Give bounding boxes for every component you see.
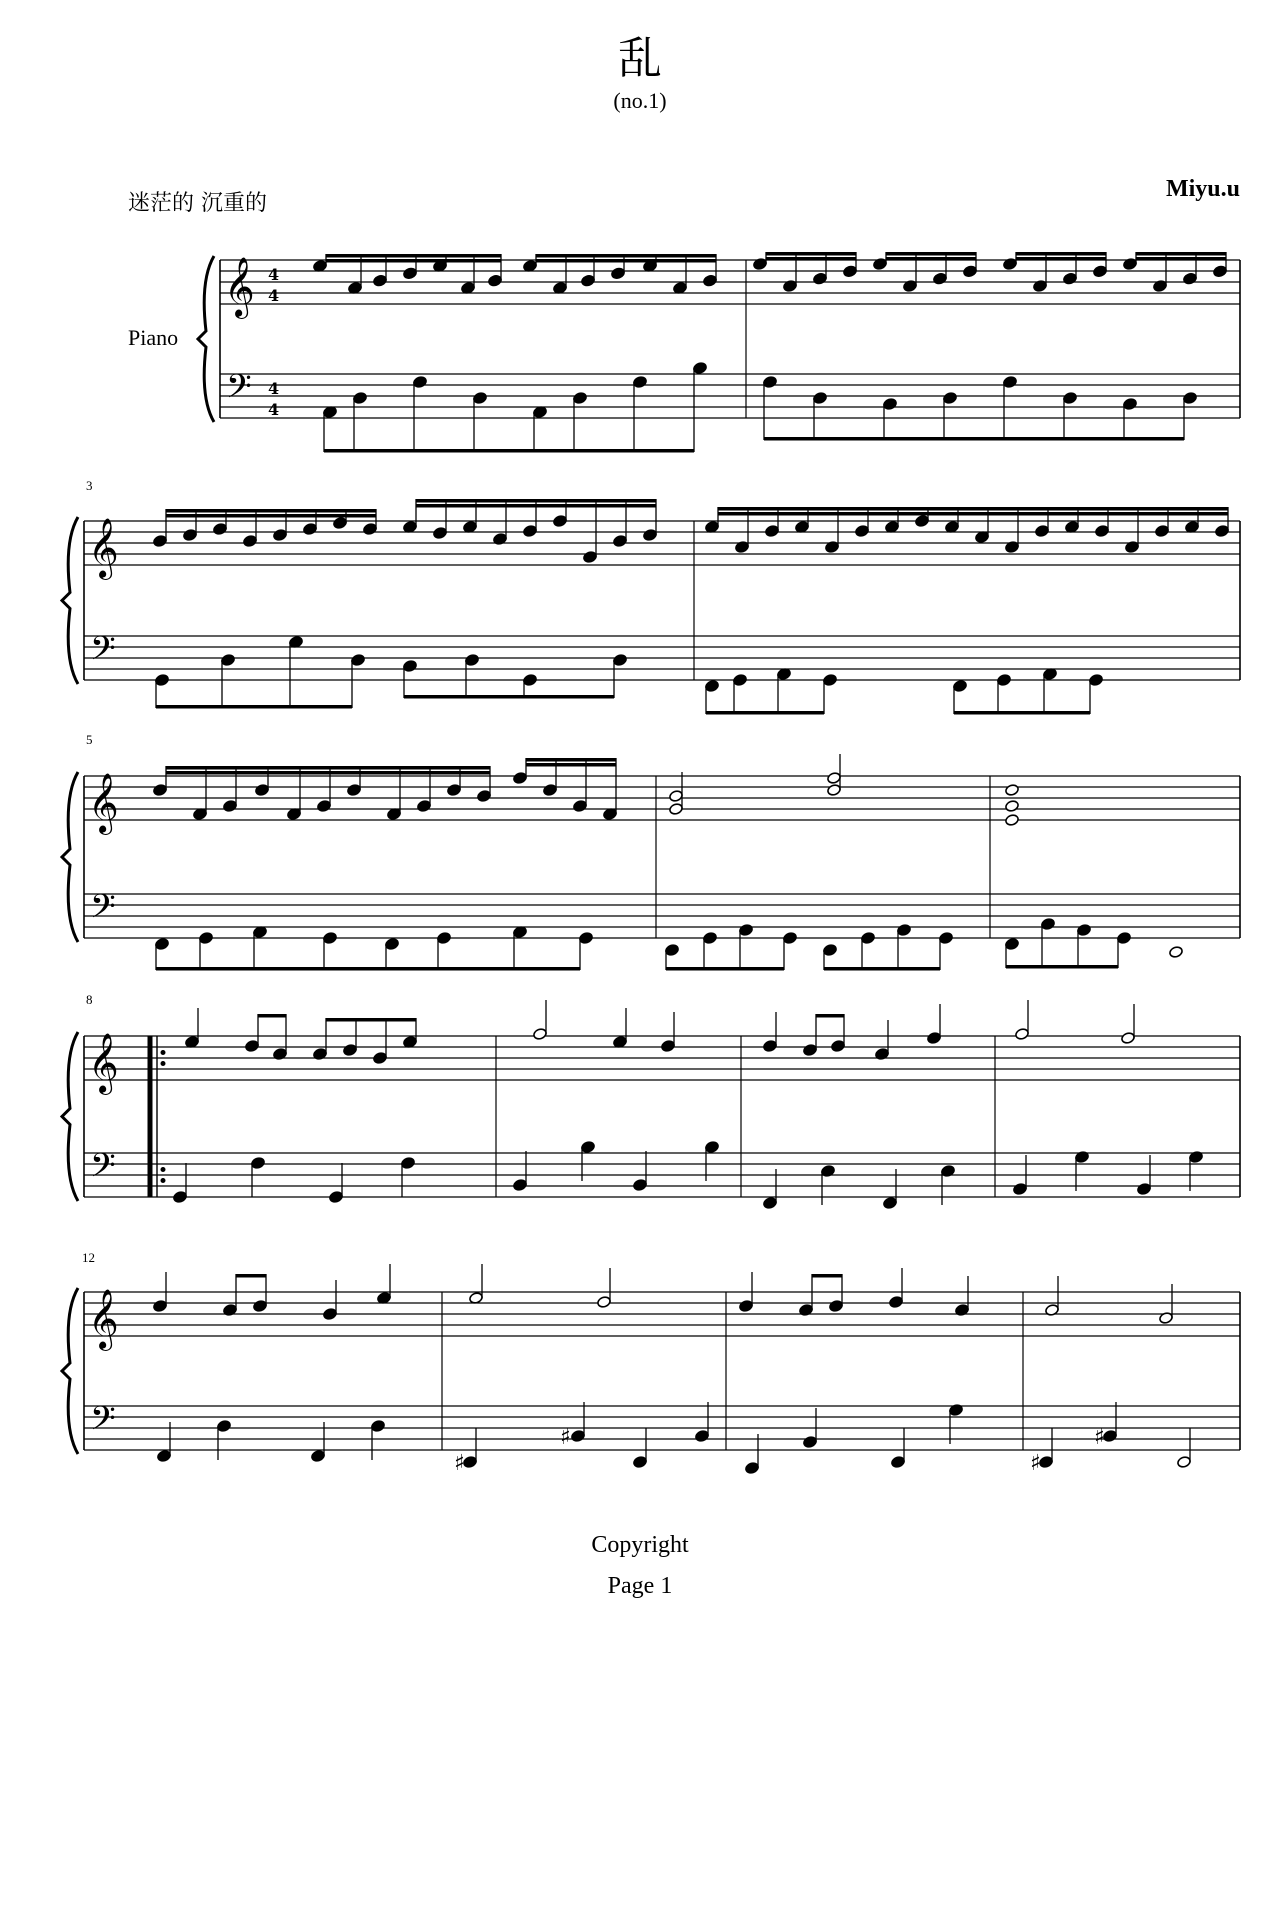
bass-run-notehead [403,660,418,673]
bass-quarter-notehead [883,1197,898,1210]
bass-quarter-notehead [157,1450,172,1463]
treble-run-notehead [553,515,568,528]
half-notehead [533,1028,548,1041]
eighth-group-notehead [373,1052,388,1065]
treble-run-notehead [333,517,348,530]
half-notehead [1015,1028,1030,1041]
bass-run-notehead [437,932,452,945]
half-notehead [669,803,684,816]
bass-run-notehead [1077,924,1092,937]
bass-run-notehead [1117,932,1132,945]
measure-number-12: 12 [82,1250,95,1265]
score-subtitle: (no.1) [613,88,667,113]
treble-run-beam [326,259,501,263]
treble-run-notehead [703,274,718,287]
quarter-notehead [323,1308,338,1321]
eighth-group-beam [326,1018,416,1022]
treble-run-notehead [581,274,596,287]
treble-run-beam [166,766,490,770]
whole-notehead [1005,784,1020,797]
bass-run-beam [706,711,824,715]
treble-clef-icon: 𝄞 [88,518,119,578]
bass-run-notehead [939,932,954,945]
treble-run-notehead [915,515,930,528]
bass-run-notehead [1089,674,1104,687]
bass-run-notehead [1003,376,1018,389]
bass-run-notehead [953,680,968,693]
treble-run-notehead [523,525,538,538]
treble-run-notehead [153,535,168,548]
bass-run-notehead [739,924,754,937]
page-number: Page 1 [607,1573,673,1599]
treble-run-notehead [273,529,288,542]
treble-run-notehead [373,274,388,287]
bass-run-notehead [693,362,708,375]
treble-run-notehead [843,265,858,278]
bass-quarter-notehead [633,1456,648,1469]
bass-run-notehead [943,392,958,405]
treble-run-notehead [255,784,270,797]
bass-run-notehead [1123,398,1138,411]
bass-run-notehead [155,674,170,687]
bass-run-beam [764,437,1184,441]
treble-run-beam [536,254,716,258]
brace [198,256,214,422]
time-signature-bottom: 4 [268,286,280,305]
eighth-pair-notehead [245,1040,260,1053]
treble-run-notehead [417,800,432,813]
bass-quarter-notehead [633,1179,648,1192]
treble-run-beam [326,254,501,258]
bass-run-beam [156,705,352,709]
bass-quarter-notehead [311,1450,326,1463]
bass-clef-icon: 𝄢 [226,368,252,414]
repeat-dot [161,1178,166,1183]
treble-run-beam [416,499,656,503]
bass-quarter-notehead [1039,1456,1054,1469]
sharp-accidental: ♯ [1094,1425,1105,1450]
bass-run-beam [324,449,694,453]
treble-run-notehead [1155,525,1170,538]
treble-run-notehead [1095,525,1110,538]
bass-clef-icon: 𝄢 [90,630,116,676]
eighth-pair-notehead [831,1040,846,1053]
treble-run-notehead [583,551,598,564]
bass-run-notehead [155,938,170,951]
treble-run-notehead [403,267,418,280]
bass-quarter-notehead [217,1420,232,1433]
time-signature-bottom: 4 [268,400,280,419]
treble-run-notehead [213,523,228,536]
treble-run-notehead [933,272,948,285]
bass-run-beam [404,695,614,699]
repeat-dot [161,1050,166,1055]
treble-run-notehead [183,529,198,542]
repeat-dot [161,1167,166,1172]
treble-run-notehead [543,784,558,797]
treble-run-notehead [243,535,258,548]
treble-run-notehead [1183,272,1198,285]
treble-run-notehead [513,772,528,785]
treble-run-beam [886,257,976,261]
treble-run-beam [718,507,1228,511]
treble-run-notehead [613,535,628,548]
bass-run-notehead [861,932,876,945]
treble-run-notehead [303,523,318,536]
bass-quarter-notehead [1013,1183,1028,1196]
brace [62,1288,78,1454]
bass-run-notehead [465,654,480,667]
quarter-notehead [153,1300,168,1313]
treble-clef-icon: 𝄞 [88,1289,119,1349]
bass-run-notehead [897,924,912,937]
bass-quarter-notehead [173,1191,188,1204]
sharp-accidental: ♯ [454,1451,465,1476]
treble-run-beam [1016,257,1106,261]
treble-run-notehead [317,800,332,813]
treble-run-beam [416,504,656,508]
bass-run-beam [1006,965,1118,969]
bass-clef-icon: 𝄢 [90,888,116,934]
bass-run-beam [666,967,784,971]
treble-run-beam [166,514,376,518]
treble-run-notehead [643,529,658,542]
quarter-notehead [927,1032,942,1045]
brace [62,1032,78,1201]
bass-run-notehead [351,654,366,667]
treble-run-beam [1016,252,1106,256]
bass-run-beam [156,967,580,971]
bass-quarter-notehead [891,1456,906,1469]
bass-run-notehead [1041,918,1056,931]
bass-quarter-notehead [763,1197,778,1210]
bass-quarter-notehead [803,1436,818,1449]
bass-run-notehead [997,674,1012,687]
bass-run-notehead [385,938,400,951]
sharp-accidental: ♯ [1030,1451,1041,1476]
bass-quarter-notehead [695,1430,710,1443]
brace [62,517,78,684]
bass-run-notehead [783,932,798,945]
sharp-accidental: ♯ [560,1425,571,1450]
eighth-pair-beam [258,1014,286,1018]
treble-run-notehead [477,790,492,803]
bass-run-notehead [353,392,368,405]
treble-run-notehead [1035,525,1050,538]
treble-run-notehead [488,274,503,287]
bass-run-notehead [221,654,236,667]
treble-run-beam [766,252,856,256]
eighth-group-notehead [343,1044,358,1057]
eighth-pair-notehead [803,1044,818,1057]
bass-run-notehead [579,932,594,945]
half-notehead [827,772,842,785]
tempo-marking: 迷茫的 沉重的 [128,191,267,216]
treble-run-notehead [153,784,168,797]
treble-run-notehead [855,525,870,538]
bass-quarter-notehead [571,1430,586,1443]
instrument-label: Piano [128,325,179,350]
treble-run-beam [766,257,856,261]
bass-run-beam [824,967,940,971]
bass-run-notehead [633,376,648,389]
quarter-notehead [763,1040,778,1053]
eighth-pair-beam [816,1014,844,1018]
treble-run-notehead [223,800,238,813]
bass-run-notehead [823,944,838,957]
time-signature-top: 4 [268,379,280,398]
bass-run-notehead [665,944,680,957]
treble-run-beam [166,771,490,775]
bass-clef-icon: 𝄢 [90,1400,116,1446]
treble-run-beam [886,252,976,256]
bass-run-notehead [1005,938,1020,951]
treble-run-notehead [1063,272,1078,285]
treble-run-beam [526,763,616,767]
half-notehead [827,784,842,797]
bass-run-notehead [733,674,748,687]
treble-run-notehead [1215,525,1230,538]
brace [62,772,78,942]
treble-run-beam [1136,252,1226,256]
quarter-notehead [661,1040,676,1053]
measure-number-8: 8 [86,992,93,1007]
bass-quarter-notehead [1103,1430,1118,1443]
bass-quarter-notehead [745,1462,760,1475]
quarter-notehead [889,1296,904,1309]
bass-quarter-notehead [705,1141,720,1154]
treble-run-beam [1136,257,1226,261]
half-notehead [597,1296,612,1309]
bass-run-notehead [1063,392,1078,405]
bass-half-notehead [1177,1456,1192,1469]
bass-run-notehead [703,932,718,945]
bass-quarter-notehead [371,1420,386,1433]
bass-run-notehead [323,932,338,945]
bass-quarter-notehead [329,1191,344,1204]
eighth-pair-notehead [253,1300,268,1313]
bass-quarter-notehead [251,1157,266,1170]
bass-run-beam [954,711,1090,715]
bass-run-notehead [523,674,538,687]
half-notehead [1169,946,1184,959]
measure-number-5: 5 [86,732,93,747]
treble-clef-icon: 𝄞 [88,773,119,833]
bass-run-notehead [573,392,588,405]
treble-run-beam [718,512,1228,516]
bass-run-notehead [883,398,898,411]
bass-run-notehead [473,392,488,405]
time-signature-top: 4 [268,265,280,284]
treble-run-notehead [363,523,378,536]
composer-name: Miyu.u [1165,176,1240,202]
half-notehead [669,790,684,803]
half-notehead [1121,1032,1136,1045]
bass-run-notehead [199,932,214,945]
eighth-pair-beam [812,1274,842,1278]
treble-run-notehead [347,784,362,797]
bass-quarter-notehead [401,1157,416,1170]
treble-run-notehead [433,527,448,540]
bass-quarter-notehead [513,1179,528,1192]
treble-run-beam [526,758,616,762]
bass-run-notehead [813,392,828,405]
treble-run-notehead [573,800,588,813]
bass-quarter-notehead [463,1456,478,1469]
treble-run-notehead [963,265,978,278]
bass-run-notehead [823,674,838,687]
bass-run-notehead [763,376,778,389]
bass-run-notehead [613,654,628,667]
eighth-pair-beam [236,1274,266,1278]
copyright-text: Copyright [591,1532,689,1558]
quarter-notehead [739,1300,754,1313]
eighth-pair-notehead [829,1300,844,1313]
treble-run-beam [536,259,716,263]
treble-run-notehead [765,525,780,538]
treble-run-beam [166,509,376,513]
measure-number-3: 3 [86,478,93,493]
treble-clef-icon: 𝄞 [224,257,255,317]
treble-run-notehead [1213,265,1228,278]
whole-notehead [1005,814,1020,827]
treble-run-notehead [813,272,828,285]
treble-run-notehead [611,267,626,280]
repeat-dot [161,1061,166,1066]
treble-run-notehead [1093,265,1108,278]
bass-quarter-notehead [1137,1183,1152,1196]
bass-run-notehead [705,680,720,693]
treble-run-notehead [447,784,462,797]
bass-run-notehead [1183,392,1198,405]
whole-notehead [1005,800,1020,813]
bass-clef-icon: 𝄢 [90,1147,116,1193]
bass-run-notehead [413,376,428,389]
treble-clef-icon: 𝄞 [88,1033,119,1093]
bass-quarter-notehead [581,1141,596,1154]
score-title: 乱 [618,33,662,84]
